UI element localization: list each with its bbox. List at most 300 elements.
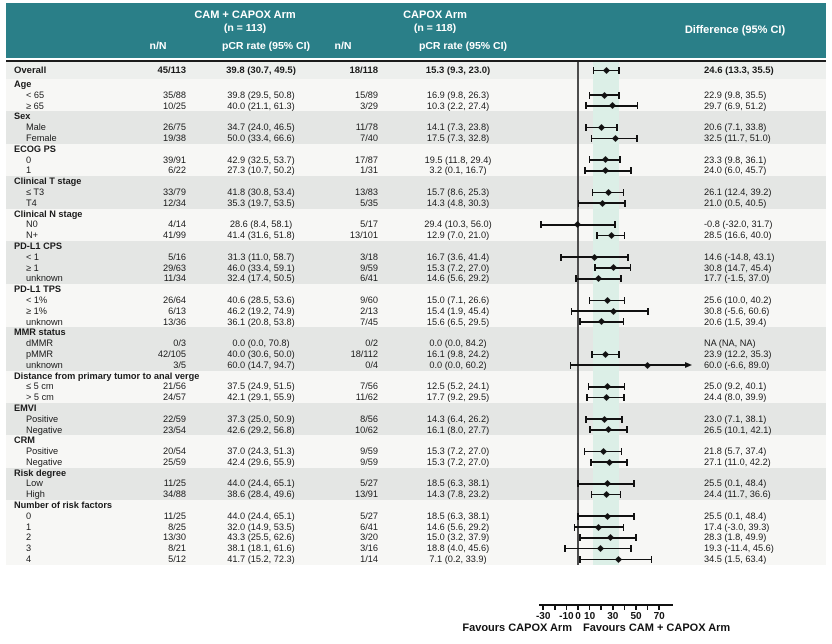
- arm1-nN: 12/34: [163, 197, 186, 208]
- subgroup-label: 4: [26, 554, 32, 565]
- subgroup-block: [6, 468, 826, 500]
- arm2-pcr: 15.0 (7.1, 26.6): [426, 294, 490, 305]
- arm1-pcr: [196, 371, 326, 382]
- arrow-right-icon: [685, 362, 692, 368]
- group-header-row: [6, 144, 826, 155]
- arm2-pcr: [386, 144, 530, 155]
- arm2-nN: 7/40: [360, 132, 378, 143]
- arm1-pcr: [196, 111, 326, 122]
- subgroup-block: [6, 111, 826, 143]
- difference-value: [700, 79, 826, 90]
- arm1-nN: [130, 371, 196, 382]
- subgroup-label: Male: [26, 122, 46, 133]
- table-row: [6, 511, 826, 522]
- axis-tick-label: 0: [575, 611, 581, 622]
- difference-value: 20.6 (7.1, 33.8): [704, 122, 767, 133]
- arm1-nN: 26/75: [163, 122, 186, 133]
- ci-plot-cell: [530, 241, 700, 252]
- axis-tick: [600, 604, 602, 610]
- arm2-nN: 5/27: [360, 510, 378, 521]
- arm2-pcr: [386, 111, 530, 122]
- subgroup-label: Negative: [26, 456, 63, 467]
- point-estimate-marker: [603, 67, 610, 74]
- ci-cap-right: [623, 189, 625, 196]
- ci-cap-right: [624, 200, 626, 207]
- subgroup-label: ≥ 1: [26, 262, 39, 273]
- ci-plot-cell: [530, 522, 700, 533]
- difference-value: 19.3 (-11.4, 45.6): [704, 543, 774, 554]
- table-row: [6, 425, 826, 436]
- arm1-nN: [130, 209, 196, 220]
- group-header-row: [6, 284, 826, 295]
- ci-plot-cell: [530, 306, 700, 317]
- arm2-nN: 13/91: [355, 489, 378, 500]
- ci-plot-cell: [530, 187, 700, 198]
- ci-cap-right: [618, 351, 620, 358]
- ci-plot-cell: [530, 230, 700, 241]
- ci-cap-left: [540, 221, 542, 228]
- group-header-row: [6, 79, 826, 90]
- subgroup-label: ≤ T3: [26, 186, 45, 197]
- arm2-pcr: 15.3 (7.2, 27.0): [426, 262, 490, 273]
- subgroup-label: < 1%: [26, 294, 48, 305]
- ci-plot-cell: [530, 338, 700, 349]
- ci-cap-left: [589, 297, 591, 304]
- ci-cap-left: [584, 167, 586, 174]
- arm1-nN: [130, 468, 196, 479]
- arm1-pcr: [196, 176, 326, 187]
- subgroup-label: Distance from primary tumor to anal verge: [14, 370, 200, 381]
- arm1-nN-colhead: n/N: [149, 40, 167, 52]
- arm1-nN: 45/113: [157, 65, 186, 76]
- arm1-nN: 39/91: [163, 154, 186, 165]
- arm1-pcr: [196, 468, 326, 479]
- arm2-nN: 6/41: [360, 273, 378, 284]
- overall-row: [6, 62, 826, 79]
- table-row: [6, 295, 826, 306]
- difference-value: [700, 284, 826, 295]
- arm1-nN: [130, 435, 196, 446]
- ci-plot-cell: [530, 111, 700, 122]
- ci-plot-cell: [530, 371, 700, 382]
- arm1-pcr: 35.3 (19.7, 53.5): [227, 197, 295, 208]
- point-estimate-marker: [612, 135, 619, 142]
- ci-cap-left: [579, 556, 581, 563]
- subgroup-label: Risk degree: [14, 467, 67, 478]
- group-header-row: [6, 241, 826, 252]
- arm1-nN: 3/5: [173, 359, 186, 370]
- arm1-pcr: 41.4 (31.6, 51.8): [227, 230, 295, 241]
- arm2-nN: [326, 111, 386, 122]
- ci-cap-right: [623, 318, 625, 325]
- arm1-pcr: 46.0 (33.4, 59.1): [227, 262, 295, 273]
- arm2-pcr: 14.6 (5.6, 29.2): [426, 273, 490, 284]
- ci-plot-cell: [530, 425, 700, 436]
- ci-cap-left: [570, 362, 572, 369]
- arm2-pcr: 14.1 (7.3, 23.8): [426, 122, 490, 133]
- ci-plot-cell: [530, 133, 700, 144]
- table-row: [6, 349, 826, 360]
- point-estimate-marker: [602, 351, 609, 358]
- ci-cap-right: [633, 480, 635, 487]
- ci-cap-left: [591, 351, 593, 358]
- arm1-pcr: 37.3 (25.0, 50.9): [227, 413, 295, 424]
- axis-line: [539, 604, 674, 606]
- arm2-nN: 3/18: [360, 251, 378, 262]
- point-estimate-marker: [601, 156, 608, 163]
- arm1-pcr: 0.0 (0.0, 70.8): [232, 338, 290, 349]
- subgroup-label: EMVI: [14, 402, 37, 413]
- favours-left-label: Favours CAPOX Arm: [462, 622, 572, 634]
- ci-cap-left: [585, 102, 587, 109]
- ci-plot-cell: [530, 403, 700, 414]
- arm1-nN: 8/25: [168, 521, 186, 532]
- table-row: [6, 554, 826, 565]
- arm2-nN: [326, 403, 386, 414]
- table-row: [6, 252, 826, 263]
- arm2-nN: 9/59: [360, 456, 378, 467]
- subgroup-block: [6, 284, 826, 327]
- group-header-row: [6, 327, 826, 338]
- ci-cap-left: [578, 200, 580, 207]
- arm2-pcr: [386, 403, 530, 414]
- ci-plot-cell: [530, 543, 700, 554]
- difference-value: [700, 500, 826, 511]
- arm2-pcr: 14.3 (4.8, 30.3): [426, 197, 490, 208]
- arm2-nN: 17/87: [355, 154, 378, 165]
- arm2-pcr: 0.0 (0.0, 60.2): [429, 359, 487, 370]
- point-estimate-marker: [603, 491, 610, 498]
- difference-value: 14.6 (-14.8, 43.1): [704, 251, 775, 262]
- subgroup-block: [6, 144, 826, 176]
- arm1-pcr: 40.0 (30.6, 50.0): [227, 348, 295, 359]
- subgroup-block: [6, 403, 826, 435]
- group-header-row: [6, 209, 826, 220]
- arm2-pcr: [386, 500, 530, 511]
- arm1-nN: 5/16: [168, 251, 186, 262]
- subgroup-label: pMMR: [26, 348, 54, 359]
- ci-cap-right: [624, 297, 626, 304]
- point-estimate-marker: [604, 480, 611, 487]
- subgroup-label: Low: [26, 478, 43, 489]
- subgroup-label: 1: [26, 521, 32, 532]
- difference-value: 29.7 (6.9, 51.2): [704, 100, 767, 111]
- ci-cap-right: [618, 67, 620, 74]
- subgroup-label: Clinical T stage: [14, 176, 82, 187]
- ci-cap-right: [651, 556, 653, 563]
- arm2-nN: 18/118: [349, 65, 378, 76]
- arm1-nN: 8/21: [168, 543, 186, 554]
- arm2-pcr: 14.6 (5.6, 29.2): [426, 521, 490, 532]
- ci-cap-left: [588, 383, 590, 390]
- point-estimate-marker: [607, 534, 614, 541]
- arm1-nN: 35/88: [163, 89, 186, 100]
- ci-plot-cell: [530, 101, 700, 112]
- ci-cap-left: [589, 92, 591, 99]
- arm2-pcr: 16.7 (3.6, 41.4): [426, 251, 490, 262]
- group-header-row: [6, 176, 826, 187]
- difference-value: NA (NA, NA): [704, 338, 756, 349]
- arm1-pcr: [196, 500, 326, 511]
- arm1-pcr: [196, 435, 326, 446]
- arm1-title: CAM + CAPOX Arm: [194, 9, 296, 21]
- difference-value: 20.6 (1.5, 39.4): [704, 316, 767, 327]
- ci-cap-right: [620, 275, 622, 282]
- axis-tick: [658, 604, 660, 610]
- arm2-nN: 1/14: [360, 554, 378, 565]
- ci-cap-right: [626, 459, 628, 466]
- difference-value: 34.5 (1.5, 63.4): [704, 554, 767, 565]
- ci-plot-cell: [530, 284, 700, 295]
- arm1-nN: 5/12: [168, 554, 186, 565]
- difference-value: [700, 468, 826, 479]
- arm2-pcr: [386, 176, 530, 187]
- subgroup-label: 1: [26, 165, 32, 176]
- ci-plot-cell: [530, 176, 700, 187]
- point-estimate-marker: [597, 545, 604, 552]
- difference-value: 22.9 (9.8, 35.5): [704, 89, 767, 100]
- arm1-nN: 19/38: [163, 132, 186, 143]
- ci-cap-left: [591, 491, 593, 498]
- arm1-nN: 24/57: [163, 392, 186, 403]
- point-estimate-marker: [610, 308, 617, 315]
- arm1-nN: 20/54: [163, 446, 186, 457]
- subgroup-label: Female: [26, 132, 57, 143]
- arm2-pcr: 17.5 (7.3, 32.8): [426, 132, 490, 143]
- arm1-nN: 25/59: [163, 456, 186, 467]
- difference-value: -0.8 (-32.0, 31.7): [704, 219, 773, 230]
- forest-rows: [6, 60, 826, 565]
- subgroup-label: Number of risk factors: [14, 500, 113, 511]
- arm1-nN: 26/64: [163, 294, 186, 305]
- subgroup-block: [6, 500, 826, 565]
- ci-cap-left: [585, 416, 587, 423]
- arm2-pcr: 3.2 (0.1, 16.7): [429, 165, 487, 176]
- subgroup-label: Positive: [26, 413, 59, 424]
- difference-value: 21.0 (0.5, 40.5): [704, 197, 767, 208]
- arm1-nN: 4/14: [168, 219, 186, 230]
- arm2-nN: 3/20: [360, 532, 378, 543]
- subgroup-label: Clinical N stage: [14, 208, 83, 219]
- difference-value: [700, 144, 826, 155]
- arm2-pcr: 14.3 (6.4, 26.2): [426, 413, 490, 424]
- arm1-nN: 6/13: [168, 305, 186, 316]
- arm2-pcr: [386, 284, 530, 295]
- difference-value: 30.8 (14.7, 45.4): [704, 262, 772, 273]
- arm2-pcr: 19.5 (11.8, 29.4): [424, 154, 492, 165]
- arm1-pcr: 31.3 (11.0, 58.7): [227, 251, 295, 262]
- arm1-nN: [130, 79, 196, 90]
- arm1-nN: 22/59: [163, 413, 186, 424]
- ci-cap-right: [618, 92, 620, 99]
- arm2-nN: 7/56: [360, 381, 378, 392]
- ci-cap-left: [577, 513, 579, 520]
- subgroup-label: 0: [26, 510, 32, 521]
- point-estimate-marker: [605, 189, 612, 196]
- subgroup-label: MMR status: [14, 327, 66, 338]
- difference-value: 17.4 (-3.0, 39.3): [704, 521, 770, 532]
- ci-plot-cell: [530, 79, 700, 90]
- arm2-nN: 6/41: [360, 521, 378, 532]
- subgroup-label: Negative: [26, 424, 63, 435]
- subgroup-block: [6, 435, 826, 467]
- arm1-pcr: 40.6 (28.5, 53.6): [227, 294, 295, 305]
- difference-value: 25.5 (0.1, 48.4): [704, 478, 767, 489]
- arm2-nN: [326, 435, 386, 446]
- arm2-pcr: 12.5 (5.2, 24.1): [426, 381, 490, 392]
- axis-tick: [566, 604, 568, 610]
- table-row: [6, 133, 826, 144]
- difference-value: 25.0 (9.2, 40.1): [704, 381, 767, 392]
- arm1-pcr: [196, 209, 326, 220]
- ci-plot-cell: [530, 360, 700, 371]
- ci-cap-left: [590, 459, 592, 466]
- ci-plot-cell: [530, 252, 700, 263]
- difference-value: 24.0 (6.0, 45.7): [704, 165, 767, 176]
- table-row: [6, 317, 826, 328]
- arm1-nN: 13/36: [163, 316, 186, 327]
- arm2-pcr: 15.3 (7.2, 27.0): [426, 456, 490, 467]
- difference-value: [700, 371, 826, 382]
- arm1-pcr: 34.7 (24.0, 46.5): [227, 122, 295, 133]
- ci-cap-right: [623, 524, 625, 531]
- arm2-pcr: 18.5 (6.3, 38.1): [426, 510, 490, 521]
- arm2-nN: [326, 241, 386, 252]
- arm1-nN: 11/34: [163, 273, 186, 284]
- ci-plot-cell: [530, 155, 700, 166]
- axis-tick: [577, 604, 579, 610]
- ci-cap-right: [630, 545, 632, 552]
- point-estimate-marker: [601, 92, 608, 99]
- axis-tick: [554, 604, 556, 610]
- subgroup-label: ≤ 5 cm: [26, 381, 54, 392]
- ci-cap-left: [589, 426, 591, 433]
- arm1-nN: 33/79: [163, 186, 186, 197]
- subgroup-label: unknown: [26, 273, 63, 284]
- arm2-nN: 13/83: [355, 186, 378, 197]
- table-row: [6, 101, 826, 112]
- ci-plot-cell: [530, 435, 700, 446]
- ci-cap-left: [575, 275, 577, 282]
- table-row: [6, 457, 826, 468]
- subgroup-label: Sex: [14, 111, 31, 122]
- arm2-nN: [326, 209, 386, 220]
- point-estimate-marker: [599, 200, 606, 207]
- ci-cap-left: [584, 448, 586, 455]
- point-estimate-marker: [595, 524, 602, 531]
- arm2-nN: 3/29: [360, 100, 378, 111]
- arm1-pcr: 60.0 (14.7, 94.7): [227, 359, 295, 370]
- arm1-pcr: 36.1 (20.8, 53.8): [227, 316, 295, 327]
- axis-tick: [612, 604, 614, 610]
- arm2-pcr: [386, 371, 530, 382]
- ci-cap-left: [589, 156, 591, 163]
- ci-plot-cell: [530, 349, 700, 360]
- ci-cap-right: [616, 124, 618, 131]
- ci-cap-left: [574, 524, 576, 531]
- difference-value: 17.7 (-1.5, 37.0): [704, 273, 770, 284]
- difference-value: 27.1 (11.0, 42.2): [704, 456, 771, 467]
- arm2-pcr: 15.0 (3.2, 37.9): [426, 532, 490, 543]
- ci-plot-cell: [530, 500, 700, 511]
- table-row: [6, 522, 826, 533]
- ci-plot-cell: [530, 532, 700, 543]
- ci-plot-cell: [530, 317, 700, 328]
- arm2-nN: [326, 371, 386, 382]
- ci-cap-right: [624, 383, 626, 390]
- arm2-pcr: 7.1 (0.2, 33.9): [429, 554, 487, 565]
- arm1-pcr: 32.4 (17.4, 50.5): [227, 273, 295, 284]
- arm2-pcr: 14.3 (7.8, 23.2): [426, 489, 490, 500]
- arm1-nN: 6/22: [168, 165, 186, 176]
- difference-value: [700, 209, 826, 220]
- ci-cap-right: [636, 135, 638, 142]
- arm1-pcr: 40.0 (21.1, 61.3): [227, 100, 295, 111]
- ci-plot-cell: [530, 489, 700, 500]
- arm2-nN: [326, 327, 386, 338]
- ci-cap-right: [614, 221, 616, 228]
- difference-value: 23.0 (7.1, 38.1): [704, 413, 767, 424]
- arm1-nN: 42/105: [157, 348, 186, 359]
- subgroup-label: Age: [14, 79, 32, 89]
- arm2-nN: 9/59: [360, 262, 378, 273]
- table-row: [6, 165, 826, 176]
- arm2-pcr: [386, 241, 530, 252]
- ci-plot-cell: [530, 446, 700, 457]
- difference-value: 28.5 (16.6, 40.0): [704, 230, 772, 241]
- arm2-pcr: 18.8 (4.0, 45.6): [426, 543, 490, 554]
- arm1-pcr: 44.0 (24.4, 65.1): [227, 478, 295, 489]
- subgroup-label: 0: [26, 154, 32, 165]
- difference-value: 26.5 (10.1, 42.1): [704, 424, 772, 435]
- ci-cap-left: [585, 124, 587, 131]
- table-row: [6, 187, 826, 198]
- subgroup-label: 2: [26, 532, 32, 543]
- point-estimate-marker: [598, 318, 605, 325]
- ci-cap-right: [621, 448, 623, 455]
- ci-cap-right: [619, 156, 621, 163]
- difference-value: 30.8 (-5.6, 60.6): [704, 305, 770, 316]
- arm1-nN: 13/30: [163, 532, 186, 543]
- arm1-nN: [130, 284, 196, 295]
- axis-tick-label: -30: [535, 611, 551, 622]
- ci-cap-left: [577, 480, 579, 487]
- arm1-nN: [130, 176, 196, 187]
- arm1-pcr: [196, 144, 326, 155]
- arm2-pcr: 15.4 (1.9, 45.4): [426, 305, 490, 316]
- arm1-header: [130, 9, 360, 34]
- difference-value: 26.1 (12.4, 39.2): [704, 186, 772, 197]
- arm2-pcr: 15.7 (8.6, 25.3): [426, 186, 490, 197]
- difference-value: [700, 403, 826, 414]
- arm2-nN: [326, 284, 386, 295]
- ci-cap-left: [591, 135, 593, 142]
- ci-line: [570, 364, 686, 366]
- arm2-nN: 5/35: [360, 197, 378, 208]
- point-estimate-marker: [610, 264, 617, 271]
- point-estimate-marker: [604, 297, 611, 304]
- table-row: [6, 273, 826, 284]
- ci-cap-right: [627, 254, 629, 261]
- group-header-row: [6, 435, 826, 446]
- arm2-pcr: 15.3 (9.3, 23.0): [425, 65, 491, 76]
- subgroup-block: [6, 209, 826, 241]
- arm2-pcr: 29.4 (10.3, 56.0): [424, 219, 492, 230]
- arm1-nN: 29/63: [163, 262, 186, 273]
- axis-tick-label: 30: [607, 611, 619, 622]
- arm1-pcr: 39.8 (30.7, 49.5): [226, 65, 296, 76]
- subgroup-label: ≥ 1%: [26, 305, 47, 316]
